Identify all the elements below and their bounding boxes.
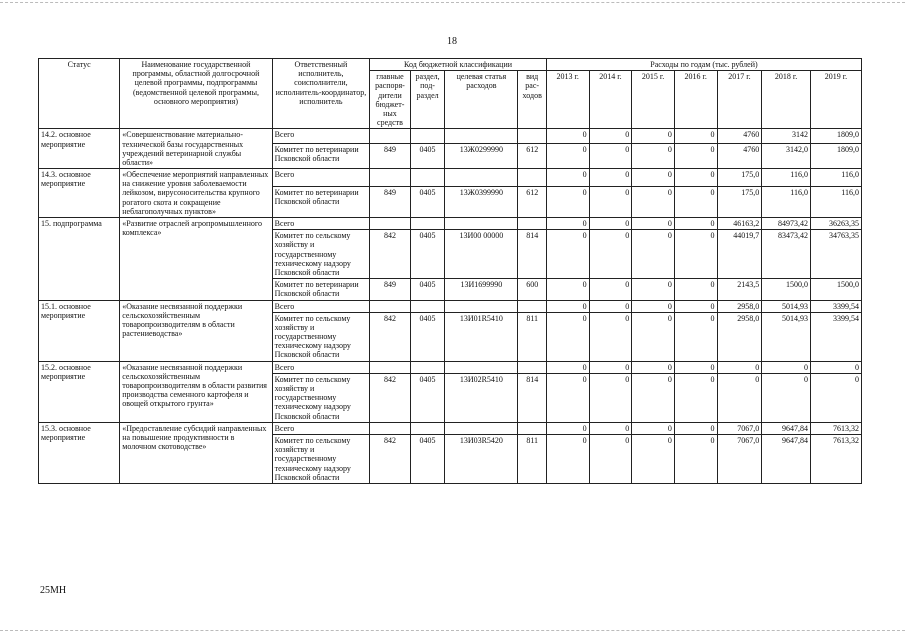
header-expenses: Расходы по годам (тыс. рублей) [546, 59, 861, 71]
row-grbs [370, 169, 411, 187]
row-csr: 13Ж0399990 [445, 186, 518, 217]
row-grbs: 849 [370, 143, 411, 168]
row-grbs: 842 [370, 373, 411, 422]
footer-code: 25МН [40, 585, 67, 596]
header-year-2015: 2015 г. [632, 71, 675, 129]
row-value-2018: 116,0 [762, 169, 811, 187]
row-csr: 13Ж0299990 [445, 143, 518, 168]
row-status: 15.1. основное мероприятие [39, 300, 120, 361]
row-csr [445, 218, 518, 230]
row-value-2013: 0 [546, 218, 589, 230]
header-status: Статус [39, 59, 120, 129]
row-value-2014: 0 [589, 373, 632, 422]
row-responsible: Всего [272, 300, 370, 312]
row-value-2019: 116,0 [810, 169, 861, 187]
row-vr: 814 [518, 230, 546, 279]
row-responsible: Комитет по ветеринарии Псковской области [272, 279, 370, 300]
header-vr: вид рас-ходов [518, 71, 546, 129]
header-csr: целевая статья расходов [445, 71, 518, 129]
table-body [39, 129, 862, 484]
row-csr [445, 169, 518, 187]
row-value-2014: 0 [589, 129, 632, 143]
row-rzpr: 0405 [410, 434, 445, 483]
row-value-2018: 116,0 [762, 186, 811, 217]
row-rzpr [410, 218, 445, 230]
row-vr [518, 218, 546, 230]
row-value-2013: 0 [546, 434, 589, 483]
row-csr [445, 300, 518, 312]
row-status: 15. подпрограмма [39, 218, 120, 301]
header-year-2018: 2018 г. [762, 71, 811, 129]
row-value-2014: 0 [589, 312, 632, 361]
row-program-name: «Оказание несвязанной поддержки сельскохозяйственным товаропроизводителям в области растениеводства» [120, 300, 272, 361]
row-value-2019: 3399,54 [810, 312, 861, 361]
row-responsible: Всего [272, 169, 370, 187]
row-grbs: 849 [370, 186, 411, 217]
row-value-2014: 0 [589, 300, 632, 312]
row-responsible: Комитет по сельскому хозяйству и государственному техническому надзору Псковской области [272, 230, 370, 279]
row-value-2019: 34763,35 [810, 230, 861, 279]
row-value-2016: 0 [674, 300, 717, 312]
row-value-2018: 9647,84 [762, 434, 811, 483]
row-vr: 811 [518, 312, 546, 361]
row-value-2015: 0 [632, 218, 675, 230]
row-responsible: Всего [272, 129, 370, 143]
row-value-2018: 9647,84 [762, 422, 811, 434]
header-year-2019: 2019 г. [810, 71, 861, 129]
row-rzpr [410, 300, 445, 312]
row-value-2017: 46163,2 [717, 218, 762, 230]
row-program-name: «Предоставление субсидий направленных на повышение продуктивности в молочном скотоводстве» [120, 422, 272, 483]
row-value-2017: 175,0 [717, 169, 762, 187]
row-value-2016: 0 [674, 218, 717, 230]
row-value-2019: 1809,0 [810, 143, 861, 168]
row-value-2014: 0 [589, 218, 632, 230]
row-vr: 600 [518, 279, 546, 300]
row-value-2015: 0 [632, 279, 675, 300]
row-responsible: Комитет по ветеринарии Псковской области [272, 143, 370, 168]
row-responsible: Комитет по сельскому хозяйству и государственному техническому надзору Псковской области [272, 373, 370, 422]
row-value-2014: 0 [589, 230, 632, 279]
row-status: 14.3. основное мероприятие [39, 169, 120, 218]
row-value-2016: 0 [674, 373, 717, 422]
row-value-2013: 0 [546, 230, 589, 279]
row-csr: 13И03R5420 [445, 434, 518, 483]
row-vr: 612 [518, 186, 546, 217]
row-value-2017: 7067,0 [717, 434, 762, 483]
row-grbs [370, 300, 411, 312]
table-row [39, 300, 862, 312]
row-value-2013: 0 [546, 169, 589, 187]
row-vr [518, 129, 546, 143]
row-value-2018: 5014,93 [762, 312, 811, 361]
header-budget-code: Код бюджетной классификации [370, 59, 547, 71]
header-responsible: Ответственный исполнитель, соисполнители, исполнитель-координатор, исполнитель [272, 59, 370, 129]
row-program-name: «Совершенствование материально-технической базы государственных учреждений ветеринарной службы области» [120, 129, 272, 169]
row-csr [445, 361, 518, 373]
header-name: Наименование государственной программы, областной долгосрочной целевой программы, подпрограммы (ведомственной целевой программы, основного мероприятия) [120, 59, 272, 129]
row-value-2018: 1500,0 [762, 279, 811, 300]
row-value-2017: 4760 [717, 129, 762, 143]
row-rzpr [410, 169, 445, 187]
row-value-2013: 0 [546, 361, 589, 373]
row-vr [518, 422, 546, 434]
row-value-2018: 0 [762, 361, 811, 373]
row-value-2013: 0 [546, 312, 589, 361]
row-grbs: 842 [370, 230, 411, 279]
row-value-2015: 0 [632, 129, 675, 143]
row-value-2016: 0 [674, 143, 717, 168]
row-csr: 13И02R5410 [445, 373, 518, 422]
row-responsible: Всего [272, 361, 370, 373]
header-year-2013: 2013 г. [546, 71, 589, 129]
row-value-2017: 7067,0 [717, 422, 762, 434]
row-value-2018: 83473,42 [762, 230, 811, 279]
row-value-2017: 0 [717, 361, 762, 373]
row-rzpr: 0405 [410, 312, 445, 361]
row-value-2014: 0 [589, 361, 632, 373]
row-vr [518, 361, 546, 373]
row-grbs: 849 [370, 279, 411, 300]
row-rzpr [410, 422, 445, 434]
row-value-2018: 3142,0 [762, 143, 811, 168]
row-value-2015: 0 [632, 143, 675, 168]
row-value-2013: 0 [546, 422, 589, 434]
header-grbs: главные распоря-дители бюджет-ных средств [370, 71, 411, 129]
row-value-2017: 175,0 [717, 186, 762, 217]
row-grbs [370, 422, 411, 434]
row-status: 15.2. основное мероприятие [39, 361, 120, 422]
row-value-2015: 0 [632, 434, 675, 483]
row-responsible: Всего [272, 422, 370, 434]
page-number: 18 [447, 36, 457, 47]
row-value-2016: 0 [674, 186, 717, 217]
row-grbs [370, 218, 411, 230]
row-value-2016: 0 [674, 129, 717, 143]
row-value-2014: 0 [589, 169, 632, 187]
row-value-2017: 44019,7 [717, 230, 762, 279]
row-grbs [370, 129, 411, 143]
scan-bottom-edge [0, 630, 905, 633]
row-value-2013: 0 [546, 300, 589, 312]
row-value-2013: 0 [546, 279, 589, 300]
row-value-2016: 0 [674, 169, 717, 187]
row-program-name: «Оказание несвязанной поддержки сельскохозяйственным товаропроизводителям в области развития производства семенного картофеля и овощей открытого грунта» [120, 361, 272, 422]
row-value-2015: 0 [632, 373, 675, 422]
row-vr: 811 [518, 434, 546, 483]
row-value-2018: 0 [762, 373, 811, 422]
row-value-2019: 0 [810, 373, 861, 422]
row-value-2019: 36263,35 [810, 218, 861, 230]
row-responsible: Комитет по ветеринарии Псковской области [272, 186, 370, 217]
row-value-2014: 0 [589, 434, 632, 483]
row-value-2019: 1500,0 [810, 279, 861, 300]
header-rzpr: раздел, под-раздел [410, 71, 445, 129]
row-value-2016: 0 [674, 230, 717, 279]
row-rzpr: 0405 [410, 373, 445, 422]
row-rzpr: 0405 [410, 186, 445, 217]
row-value-2014: 0 [589, 279, 632, 300]
row-vr [518, 300, 546, 312]
row-value-2015: 0 [632, 422, 675, 434]
row-status: 15.3. основное мероприятие [39, 422, 120, 483]
row-value-2018: 5014,93 [762, 300, 811, 312]
row-value-2019: 7613,32 [810, 422, 861, 434]
header-year-2016: 2016 г. [674, 71, 717, 129]
row-rzpr [410, 361, 445, 373]
row-value-2015: 0 [632, 361, 675, 373]
row-responsible: Комитет по сельскому хозяйству и государственному техническому надзору Псковской области [272, 312, 370, 361]
row-value-2017: 4760 [717, 143, 762, 168]
row-value-2015: 0 [632, 230, 675, 279]
row-value-2014: 0 [589, 143, 632, 168]
table-row [39, 169, 862, 187]
row-value-2013: 0 [546, 143, 589, 168]
row-value-2017: 2143,5 [717, 279, 762, 300]
row-value-2014: 0 [589, 422, 632, 434]
row-value-2013: 0 [546, 373, 589, 422]
row-value-2016: 0 [674, 434, 717, 483]
row-value-2013: 0 [546, 186, 589, 217]
row-vr: 814 [518, 373, 546, 422]
table-row [39, 422, 862, 434]
row-grbs [370, 361, 411, 373]
row-value-2019: 7613,32 [810, 434, 861, 483]
row-value-2016: 0 [674, 312, 717, 361]
row-value-2019: 0 [810, 361, 861, 373]
table-row [39, 129, 862, 143]
row-value-2014: 0 [589, 186, 632, 217]
row-value-2016: 0 [674, 279, 717, 300]
row-value-2017: 2958,0 [717, 312, 762, 361]
row-rzpr [410, 129, 445, 143]
row-value-2015: 0 [632, 300, 675, 312]
row-responsible: Комитет по сельскому хозяйству и государственному техническому надзору Псковской области [272, 434, 370, 483]
row-program-name: «Обеспечение мероприятий направленных на снижение уровня заболеваемости лейкозом, вирусоносительства крупного рогатого скота и сокращение неблагополучных пунктов» [120, 169, 272, 218]
row-value-2018: 84973,42 [762, 218, 811, 230]
row-value-2015: 0 [632, 186, 675, 217]
row-grbs: 842 [370, 434, 411, 483]
row-rzpr: 0405 [410, 279, 445, 300]
row-responsible: Всего [272, 218, 370, 230]
row-value-2016: 0 [674, 361, 717, 373]
row-program-name: «Развитие отраслей агропромышленного комплекса» [120, 218, 272, 301]
row-value-2019: 116,0 [810, 186, 861, 217]
row-value-2013: 0 [546, 129, 589, 143]
row-vr [518, 169, 546, 187]
row-vr: 612 [518, 143, 546, 168]
row-value-2015: 0 [632, 169, 675, 187]
row-value-2015: 0 [632, 312, 675, 361]
row-value-2018: 3142 [762, 129, 811, 143]
header-year-2014: 2014 г. [589, 71, 632, 129]
row-status: 14.2. основное мероприятие [39, 129, 120, 169]
table-row [39, 218, 862, 230]
row-value-2019: 3399,54 [810, 300, 861, 312]
row-csr: 13И1699990 [445, 279, 518, 300]
row-value-2019: 1809,0 [810, 129, 861, 143]
row-rzpr: 0405 [410, 143, 445, 168]
row-csr [445, 129, 518, 143]
row-rzpr: 0405 [410, 230, 445, 279]
row-value-2016: 0 [674, 422, 717, 434]
row-value-2017: 2958,0 [717, 300, 762, 312]
row-csr: 13И01R5410 [445, 312, 518, 361]
table-row [39, 361, 862, 373]
row-csr: 13И00 00000 [445, 230, 518, 279]
header-year-2017: 2017 г. [717, 71, 762, 129]
budget-table [38, 58, 862, 484]
row-value-2017: 0 [717, 373, 762, 422]
row-csr [445, 422, 518, 434]
scan-top-edge [0, 2, 905, 5]
row-grbs: 842 [370, 312, 411, 361]
